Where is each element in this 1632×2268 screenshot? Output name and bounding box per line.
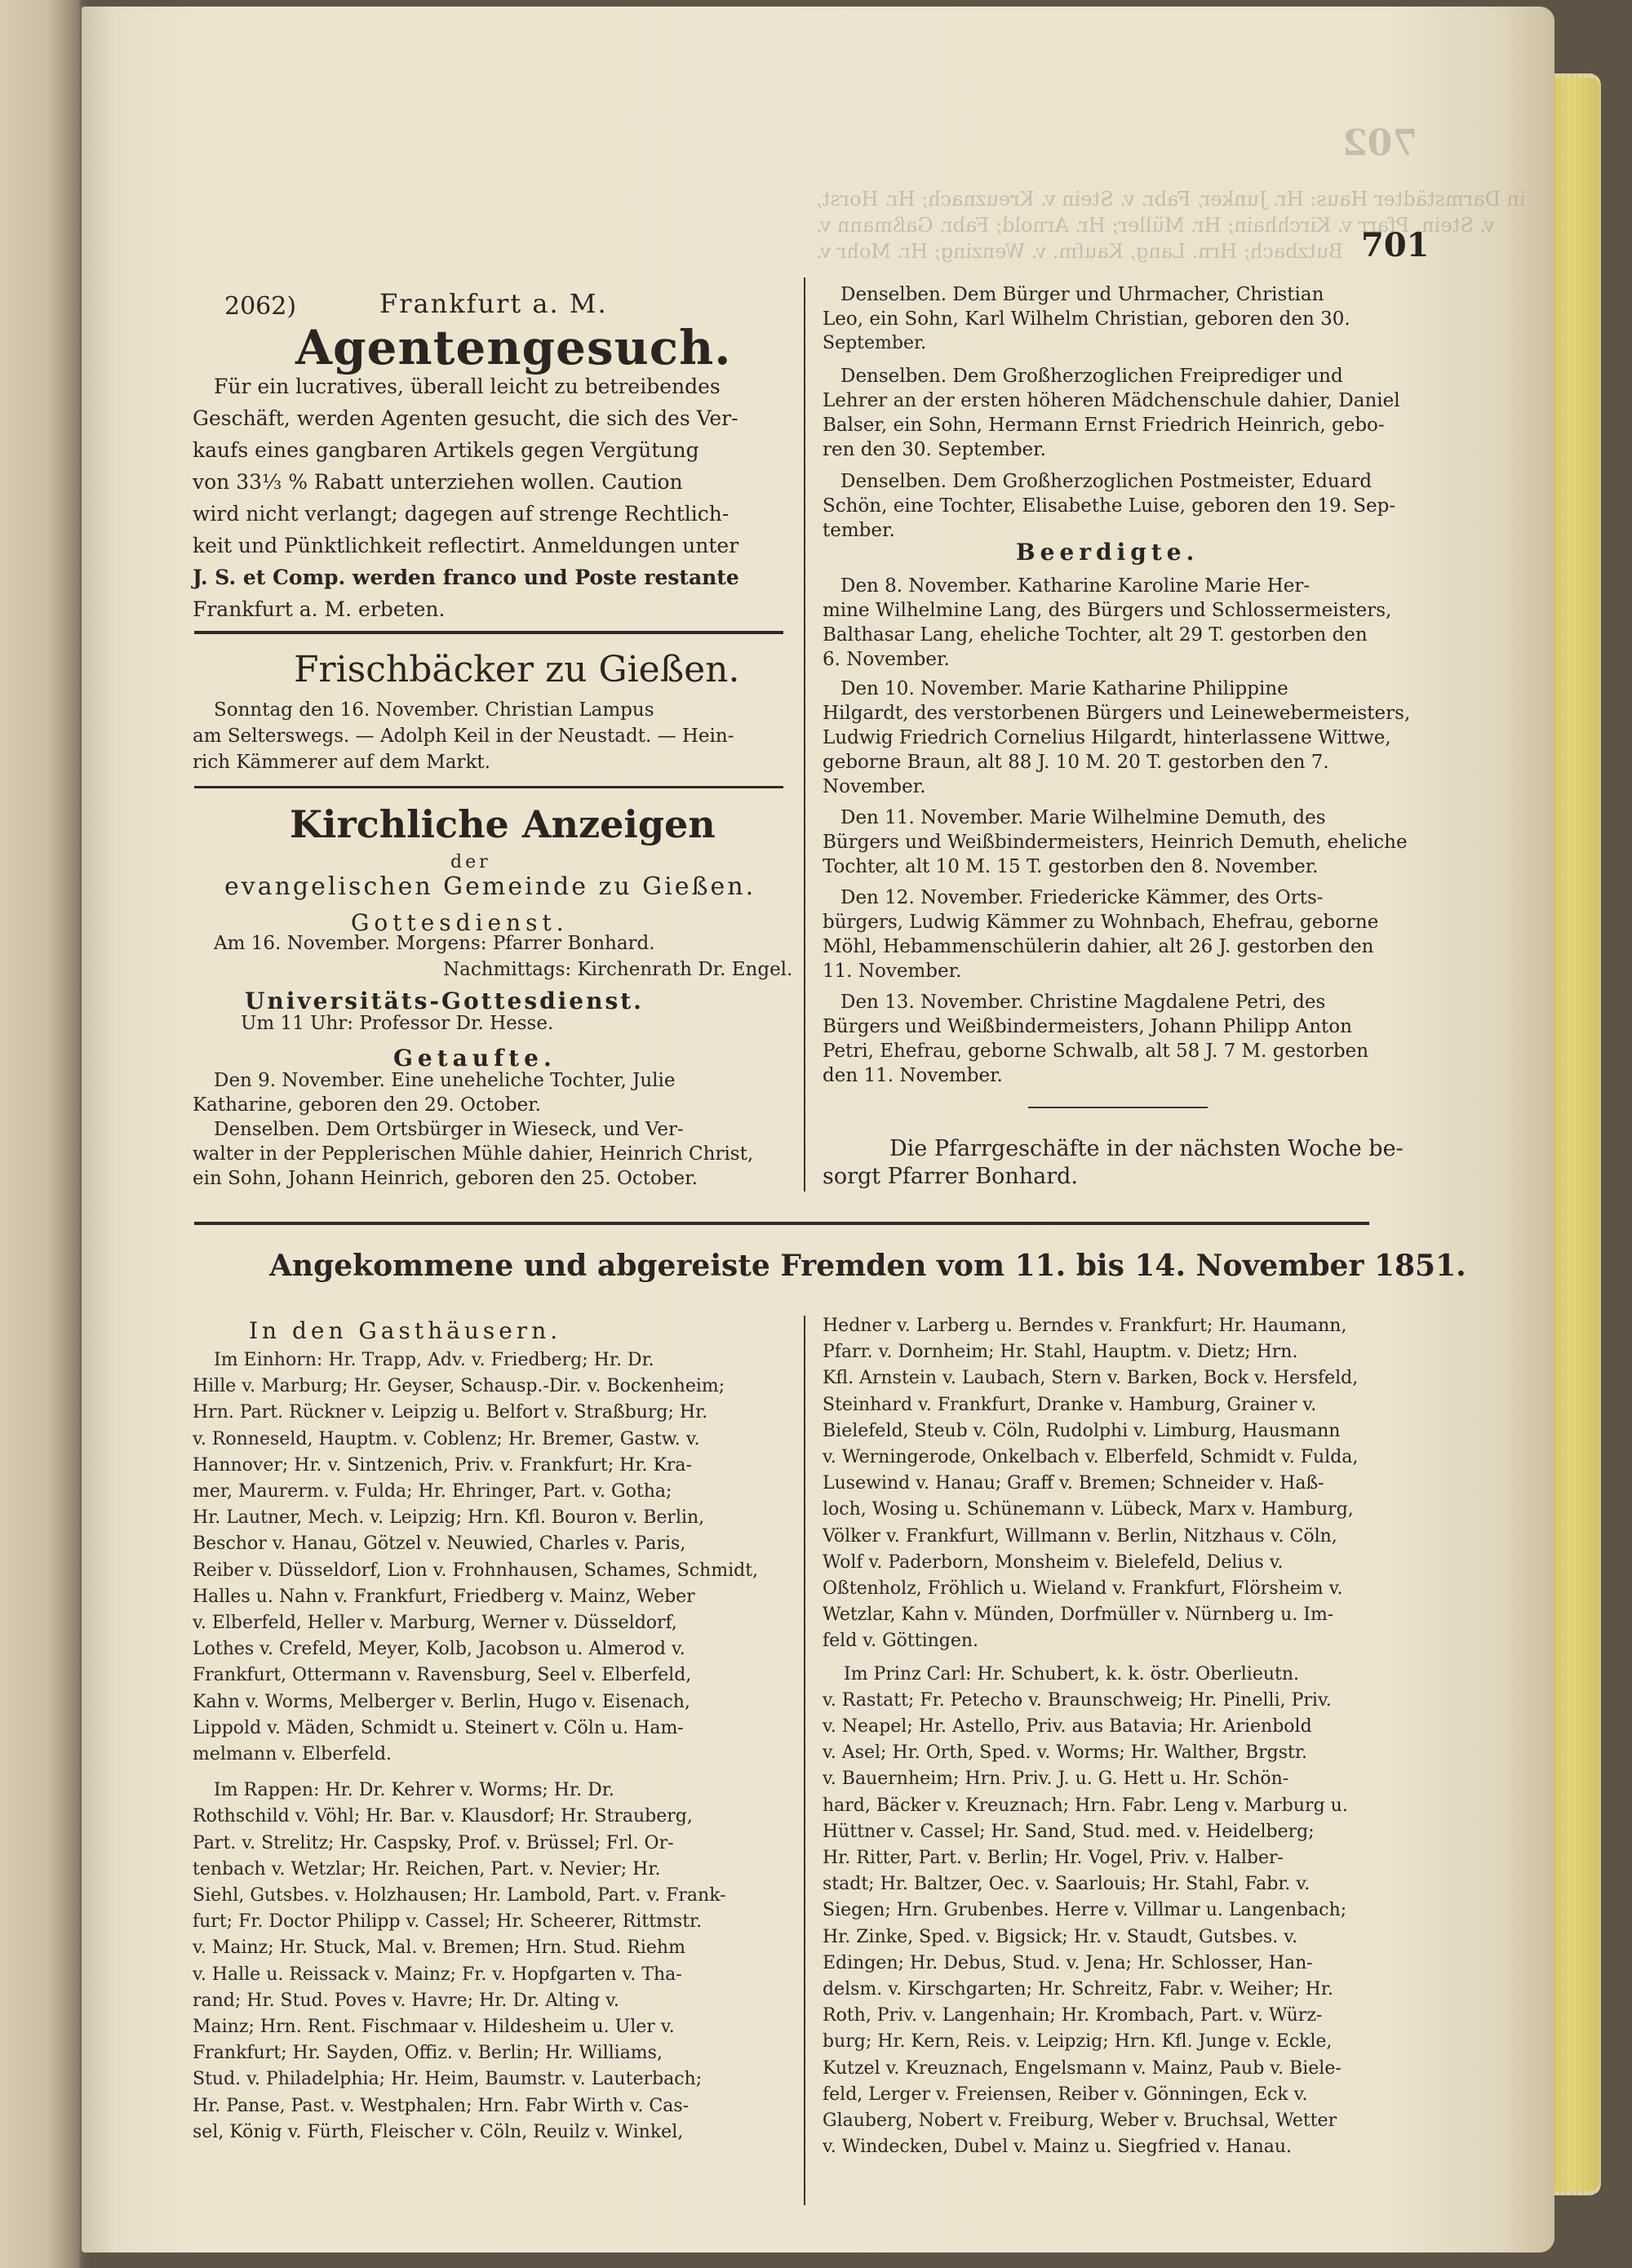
fremden-line: Hüttner v. Cassel; Hr. Sand, Stud. med. v. Heidelberg;	[823, 1821, 1315, 1842]
fremden-line: Hedner v. Larberg u. Berndes v. Frankfurt; Hr. Haumann,	[823, 1316, 1347, 1336]
fremden-line: Pfarr. v. Dornheim; Hr. Stahl, Hauptm. v. Dietz; Hrn.	[823, 1342, 1298, 1363]
frischbaecker-line: rich Kämmerer auf dem Markt.	[193, 752, 490, 773]
fremden-line: Hannover; Hr. v. Sintzenich, Priv. v. Frankfurt; Hr. Kra-	[193, 1454, 692, 1476]
death-line: mine Wilhelmine Lang, des Bürgers und Schlossermeisters,	[823, 600, 1392, 621]
gottesdienst-line: Am 16. November. Morgens: Pfarrer Bonhard.	[214, 933, 655, 954]
fremden-line: Lothes v. Crefeld, Meyer, Kolb, Jacobson u. Almerod v.	[193, 1639, 685, 1660]
fremden-line: sel, König v. Fürth, Fleischer v. Cöln, Reuilz v. Winkel,	[193, 2121, 684, 2142]
gottesdienst-line: Nachmittags: Kirchenrath Dr. Engel.	[443, 959, 793, 980]
closing-line: Die Pfarrgeschäfte in der nächsten Woche be-	[889, 1136, 1404, 1161]
left-page-edge	[0, 0, 82, 2268]
death-line: geborne Braun, alt 88 J. 10 M. 20 T. gestorben den 7.	[823, 752, 1329, 773]
fremden-line: Frankfurt, Ottermann v. Ravensburg, Seel v. Elberfeld,	[193, 1665, 692, 1686]
fremden-line: Oßtenholz, Fröhlich u. Wieland v. Frankfurt, Flörsheim v.	[823, 1578, 1343, 1599]
birth-line: Leo, ein Sohn, Karl Wilhelm Christian, geboren den 30.	[823, 308, 1350, 330]
mirror-page-number: 702	[1342, 122, 1417, 164]
fremden-line: v. Windecken, Dubel v. Mainz u. Siegfried v. Hanau.	[823, 2137, 1293, 2158]
fremden-line: Bielefeld, Steub v. Cöln, Rudolphi v. Limburg, Hausmann	[823, 1420, 1341, 1441]
birth-line: Schön, eine Tochter, Elisabethe Luise, geboren den 19. Sep-	[823, 495, 1396, 517]
kirchliche-sub: evangelischen Gemeinde zu Gießen.	[224, 872, 756, 901]
birth-line: Denselben. Dem Großherzoglichen Postmeister, Eduard	[840, 471, 1373, 492]
death-line: Tochter, alt 10 M. 15 T. gestorben den 8. November.	[823, 856, 1319, 877]
fremden-line: feld, Lerger v. Freiensen, Reiber v. Gönningen, Eck v.	[823, 2084, 1308, 2105]
fremden-line: Kahn v. Worms, Melberger v. Berlin, Hugo v. Eisenach,	[193, 1691, 690, 1712]
fremden-line: Wolf v. Paderborn, Monsheim v. Bielefeld, Delius v.	[823, 1551, 1284, 1573]
frischbaecker-line: Sonntag den 16. November. Christian Lampus	[214, 699, 654, 721]
fremden-line: v. Elberfeld, Heller v. Marburg, Werner v. Düsseldorf,	[193, 1613, 677, 1633]
fremden-line: Glauberg, Nobert v. Freiburg, Weber v. Bruchsal, Wetter	[823, 2110, 1337, 2131]
fremden-line: Reiber v. Düsseldorf, Lion v. Frohnhausen, Schames, Schmidt,	[193, 1560, 759, 1581]
closing-line: sorgt Pfarrer Bonhard.	[823, 1164, 1079, 1189]
fremden-line: Lusewind v. Hanau; Graff v. Bremen; Schneider v. Haß-	[823, 1473, 1324, 1494]
fremden-line: Wetzlar, Kahn v. Münden, Dorfmüller v. Nürnberg u. Im-	[823, 1604, 1334, 1626]
fremden-line: Hille v. Marburg; Hr. Geyser, Schausp.-Dir. v. Bockenheim;	[193, 1376, 725, 1397]
fremden-line: furt; Fr. Doctor Philipp v. Cassel; Hr. Scheerer, Rittmstr.	[193, 1911, 703, 1933]
fremden-line: Im Rappen: Hr. Dr. Kehrer v. Worms; Hr. Dr.	[214, 1780, 614, 1801]
getaufte-line: walter in der Pepplerischen Mühle dahier, Heinrich Christ,	[193, 1143, 754, 1165]
section-divider	[194, 631, 783, 634]
ad-line: J. S. et Comp. werden franco und Poste restante	[193, 566, 739, 589]
birth-line: September.	[823, 333, 927, 353]
fremden-line: Siegen; Hrn. Grubenbes. Herre v. Villmar u. Langenbach;	[823, 1900, 1347, 1921]
death-line: bürgers, Ludwig Kämmer zu Wohnbach, Ehefrau, geborne	[823, 912, 1379, 933]
fremden-line: Hr. Lautner, Mech. v. Leipzig; Hrn. Kfl. Bouron v. Berlin,	[193, 1507, 705, 1529]
ad-place: Frankfurt a. M.	[379, 288, 608, 319]
death-line: Ludwig Friedrich Cornelius Hilgardt, hinterlassene Wittwe,	[823, 727, 1391, 748]
fremden-line: Roth, Priv. v. Langenhain; Hr. Krombach, Part. v. Würz-	[823, 2005, 1323, 2026]
fremden-line: v. Mainz; Hr. Stuck, Mal. v. Bremen; Hrn. Stud. Riehm	[193, 1937, 685, 1959]
section-heading-kirchliche: Kirchliche Anzeigen	[290, 802, 716, 846]
fremden-heading: Angekommene und abgereiste Fremden vom 11. bis 14. November 1851.	[269, 1249, 1466, 1283]
uni-gottesdienst-line: Um 11 Uhr: Professor Dr. Hesse.	[241, 1013, 554, 1034]
page-edge-highlight	[1554, 78, 1599, 2191]
getaufte-line: Den 9. November. Eine uneheliche Tochter, Julie	[214, 1070, 676, 1091]
section-divider	[194, 1222, 1369, 1225]
fremden-line: Hr. Panse, Past. v. Westphalen; Hrn. Fabr Wirth v. Cas-	[193, 2095, 690, 2116]
fremden-line: Lippold v. Mäden, Schmidt u. Steinert v. Cöln u. Ham-	[193, 1717, 684, 1738]
death-line: Den 11. November. Marie Wilhelmine Demuth, des	[840, 807, 1326, 828]
fremden-line: Beschor v. Hanau, Götzel v. Neuwied, Charles v. Paris,	[193, 1533, 686, 1555]
fremden-line: Frankfurt; Hr. Sayden, Offiz. v. Berlin; Hr. Williams,	[193, 2043, 663, 2064]
birth-line: Balser, ein Sohn, Hermann Ernst Friedrich Heinrich, gebo-	[823, 415, 1385, 436]
death-line: Den 8. November. Katharine Karoline Marie Her-	[840, 575, 1310, 597]
fremden-line: Mainz; Hrn. Rent. Fischmaar v. Hildesheim u. Uler v.	[193, 2017, 675, 2037]
fremden-line: tenbach v. Wetzlar; Hr. Reichen, Part. v. Nevier; Hr.	[193, 1858, 661, 1880]
birth-line: Denselben. Dem Bürger und Uhrmacher, Christian	[840, 284, 1324, 305]
ad-line: von 33⅓ % Rabatt unterziehen wollen. Caution	[193, 470, 683, 494]
getaufte-line: Denselben. Dem Ortsbürger in Wieseck, und Ver-	[214, 1119, 684, 1140]
column-separator	[804, 1316, 805, 2205]
ad-line: Frankfurt a. M. erbeten.	[193, 597, 446, 621]
bleed-through-line: Butzbach; Hrn. Lang, Kaufm. v. Wenzing; Hr. Mohr v.	[816, 240, 1343, 263]
fremden-line: Im Prinz Carl: Hr. Schubert, k. k. östr. Oberlieutn.	[844, 1663, 1300, 1684]
fremden-line: Part. v. Strelitz; Hr. Caspsky, Prof. v. Brüssel; Frl. Or-	[193, 1832, 674, 1853]
death-line: 6. November.	[823, 649, 950, 670]
fremden-line: Kfl. Arnstein v. Laubach, Stern v. Barken, Bock v. Hersfeld,	[823, 1368, 1359, 1389]
fremden-line: Hr. Zinke, Sped. v. Bigsick; Hr. v. Staudt, Gutsbes. v.	[823, 1926, 1298, 1947]
ad-heading: Agentengesuch.	[295, 320, 732, 375]
fremden-line: burg; Hr. Kern, Reis. v. Leipzig; Hrn. Kfl. Junge v. Eckle,	[823, 2031, 1333, 2053]
fremden-line: v. Ronneseld, Hauptm. v. Coblenz; Hr. Bremer, Gastw. v.	[193, 1428, 700, 1449]
section-heading-frischbaecker: Frischbäcker zu Gießen.	[294, 649, 740, 690]
gottesdienst-title: Gottesdienst.	[351, 909, 569, 936]
fremden-line: v. Asel; Hr. Orth, Sped. v. Worms; Hr. Walther, Brgstr.	[823, 1742, 1307, 1764]
death-line: Den 12. November. Friedericke Kämmer, des Orts-	[840, 887, 1324, 908]
kirchliche-sub: der	[450, 852, 491, 872]
column-separator	[804, 277, 805, 1192]
fremden-line: Steinhard v. Frankfurt, Dranke v. Hamburg, Grainer v.	[823, 1394, 1317, 1415]
fremden-line: Im Einhorn: Hr. Trapp, Adv. v. Friedberg; Hr. Dr.	[214, 1350, 654, 1370]
death-line: Möhl, Hebammenschülerin dahier, alt 26 J. gestorben den	[823, 936, 1374, 957]
death-line: Den 10. November. Marie Katharine Philippine	[840, 678, 1288, 699]
fremden-line: mer, Maurerm. v. Fulda; Hr. Ehringer, Part. v. Gotha;	[193, 1481, 672, 1502]
fremden-line: stadt; Hr. Baltzer, Oec. v. Saarlouis; Hr. Stahl, Fabr. v.	[823, 1874, 1310, 1895]
fremden-line: v. Werningerode, Onkelbach v. Elberfeld, Schmidt v. Fulda,	[823, 1447, 1359, 1467]
fremden-line: Siehl, Gutsbes. v. Holzhausen; Hr. Lambold, Part. v. Frank-	[193, 1885, 726, 1906]
fremden-right-column	[823, 1316, 1394, 2205]
ad-line: Für ein lucratives, überall leicht zu betreibendes	[214, 375, 721, 398]
birth-line: Denselben. Dem Großherzoglichen Freiprediger und	[840, 366, 1343, 387]
fremden-subheading: In den Gasthäusern.	[249, 1317, 562, 1344]
death-line: den 11. November.	[823, 1065, 1003, 1086]
fremden-line: Hr. Ritter, Part. v. Berlin; Hr. Vogel, Priv. v. Halber-	[823, 1848, 1284, 1868]
fremden-line: feld v. Göttingen.	[823, 1631, 979, 1652]
fremden-line: rand; Hr. Stud. Poves v. Havre; Hr. Dr. Alting v.	[193, 1990, 619, 2011]
death-line: Bürgers und Weißbindermeisters, Johann Philipp Anton	[823, 1016, 1352, 1037]
fremden-line: Kutzel v. Kreuznach, Engelsmann v. Mainz, Paub v. Biele-	[823, 2057, 1342, 2079]
ad-line: wird nicht verlangt; dagegen auf strenge Rechtlich-	[193, 502, 730, 526]
bleed-through-line: in Darmstädter Haus: Hr. Junker, Fabr. v. Stein v. Kreuznach; Hr. Horst,	[816, 188, 1526, 211]
page-number: 701	[1361, 226, 1430, 264]
ad-line: kaufs eines gangbaren Artikels gegen Vergütung	[193, 438, 699, 462]
section-divider	[194, 786, 783, 788]
fremden-line: v. Rastatt; Fr. Petecho v. Braunschweig; Hr. Pinelli, Priv.	[823, 1689, 1332, 1711]
uni-gottesdienst-title: Universitäts-Gottesdienst.	[245, 988, 644, 1014]
short-divider	[1028, 1107, 1208, 1108]
ad-line: Geschäft, werden Agenten gesucht, die sich des Ver-	[193, 406, 738, 430]
fremden-line: Hrn. Part. Rückner v. Leipzig u. Belfort v. Straßburg; Hr.	[193, 1402, 708, 1423]
fremden-line: Völker v. Frankfurt, Willmann v. Berlin, Nitzhaus v. Cöln,	[823, 1525, 1337, 1547]
ad-line: keit und Pünktlichkeit reflectirt. Anmeldungen unter	[193, 534, 739, 557]
death-line: Petri, Ehefrau, geborne Schwalb, alt 58 J. 7 M. gestorben	[823, 1041, 1369, 1062]
fremden-left-column	[193, 1350, 796, 2207]
birth-line: tember.	[823, 520, 895, 541]
death-line: November.	[823, 776, 926, 797]
death-line: 11. November.	[823, 961, 962, 982]
getaufte-title: Getaufte.	[393, 1045, 557, 1072]
fremden-line: Edingen; Hr. Debus, Stud. v. Jena; Hr. Schlosser, Han-	[823, 1952, 1313, 1973]
beerdigte-title: Beerdigte.	[1016, 539, 1200, 566]
fremden-line: v. Halle u. Reissack v. Mainz; Fr. v. Hopfgarten v. Tha-	[193, 1964, 682, 1985]
fremden-line: hard, Bäcker v. Kreuznach; Hrn. Fabr. Leng v. Marburg u.	[823, 1795, 1348, 1816]
fremden-line: delsm. v. Kirschgarten; Hr. Schreitz, Fabr. v. Weiher; Hr.	[823, 1979, 1333, 1999]
fremden-line: Rothschild v. Vöhl; Hr. Bar. v. Klausdorf; Hr. Strauberg,	[193, 1806, 693, 1827]
fremden-line: melmann v. Elberfeld.	[193, 1744, 392, 1764]
birth-line: Lehrer an der ersten höheren Mädchenschule dahier, Daniel	[823, 390, 1400, 411]
death-line: Balthasar Lang, eheliche Tochter, alt 29 T. gestorben den	[823, 624, 1368, 646]
getaufte-line: Katharine, geboren den 29. October.	[193, 1094, 541, 1116]
birth-line: ren den 30. September.	[823, 439, 1046, 460]
death-line: Hilgardt, des verstorbenen Bürgers und Leinewebermeisters,	[823, 703, 1411, 724]
ad-number: 2062)	[224, 292, 297, 321]
getaufte-line: ein Sohn, Johann Heinrich, geboren den 25. October.	[193, 1168, 698, 1189]
frischbaecker-line: am Selterswegs. — Adolph Keil in der Neustadt. — Hein-	[193, 726, 734, 747]
fremden-line: Halles u. Nahn v. Frankfurt, Friedberg v. Mainz, Weber	[193, 1586, 695, 1607]
fremden-line: v. Neapel; Hr. Astello, Priv. aus Batavia; Hr. Arienbold	[823, 1716, 1312, 1737]
fremden-line: v. Bauernheim; Hrn. Priv. J. u. G. Hett u. Hr. Schön-	[823, 1769, 1289, 1790]
bleed-through-line: v. Stein, Pfarr v. Kirchhain; Hr. Müller; Hr. Arnold; Fabr. Gaßmann v.	[816, 214, 1495, 237]
death-line: Den 13. November. Christine Magdalene Petri, des	[840, 992, 1326, 1013]
fremden-line: loch, Wosing u. Schünemann v. Lübeck, Marx v. Hamburg,	[823, 1499, 1354, 1520]
death-line: Bürgers und Weißbindermeisters, Heinrich Demuth, eheliche	[823, 832, 1408, 853]
fremden-line: Stud. v. Philadelphia; Hr. Heim, Baumstr. v. Lauterbach;	[193, 2069, 703, 2090]
